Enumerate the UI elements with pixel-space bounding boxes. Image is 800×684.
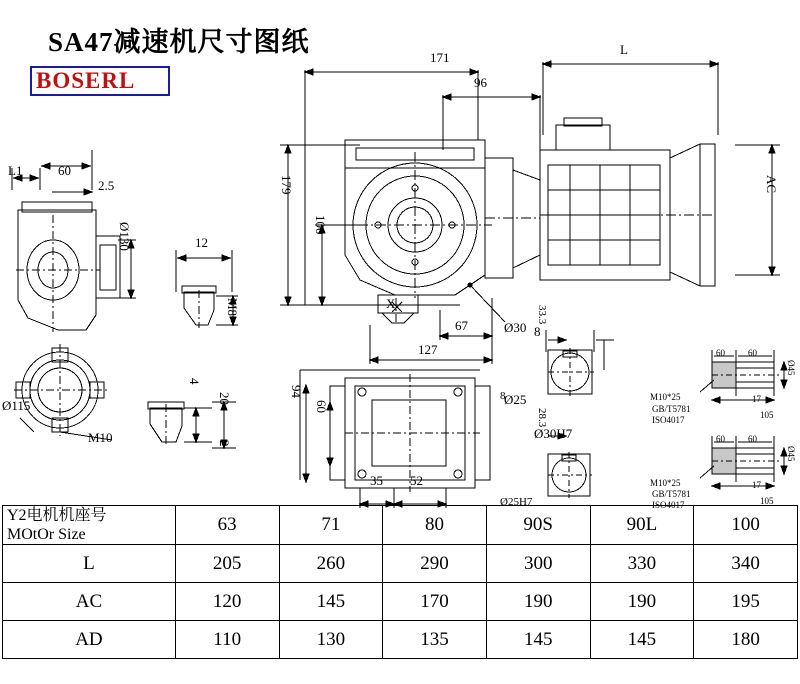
- key-top-dim-17: 17: [752, 394, 761, 404]
- motor-size-3: 90S: [486, 506, 590, 545]
- cell-AC-3: 190: [486, 583, 590, 621]
- dim-94: 94: [289, 385, 304, 398]
- dim-4: 4: [187, 378, 202, 385]
- dim-12: 12: [195, 235, 208, 250]
- row-label-L: L: [3, 545, 176, 583]
- logo-text: BOSERL: [36, 68, 136, 93]
- key-top-dim-dia45: Ø45: [786, 360, 796, 376]
- cell-AC-2: 170: [383, 583, 487, 621]
- key-top-spec-m10: M10*25: [650, 392, 681, 402]
- key-top-spec-gb: GB/T5781: [652, 404, 691, 414]
- technical-drawing: [0, 40, 800, 510]
- cell-L-5: 340: [694, 545, 798, 583]
- dim-60-plan: 60: [314, 400, 329, 413]
- dim-dia25-h7: Ø25H7: [500, 496, 533, 508]
- table-row: [3, 545, 798, 583]
- dim-20: 20: [217, 392, 232, 405]
- dim-dia130: Ø130: [117, 222, 132, 251]
- motor-size-5: 100: [694, 506, 798, 545]
- cell-AC-5: 195: [694, 583, 798, 621]
- dim-2p5: 2.5: [98, 178, 115, 193]
- key-bot-spec-gb: GB/T5781: [652, 489, 691, 499]
- key-bot-dim-60b: 60: [748, 434, 757, 444]
- dim-35: 35: [370, 473, 383, 488]
- dim-2: 2: [217, 440, 232, 447]
- key-top-dim-105: 105: [760, 410, 774, 420]
- key-bot-spec-m10: M10*25: [650, 478, 681, 488]
- dim-100: 100: [313, 215, 328, 235]
- dim-AC: AC: [764, 175, 779, 194]
- dim-127: 127: [418, 342, 438, 357]
- table-row: [3, 621, 798, 659]
- dim-8-upper: 8: [534, 324, 541, 339]
- dim-dia25: Ø25: [504, 392, 527, 407]
- cell-AD-3: 145: [486, 621, 590, 659]
- cell-AD-4: 145: [590, 621, 694, 659]
- row-label-AC: AC: [3, 583, 176, 621]
- cell-L-3: 300: [486, 545, 590, 583]
- table-header-label: [3, 506, 176, 545]
- motor-size-1: 71: [279, 506, 383, 545]
- dim-M8: M8: [225, 298, 240, 317]
- cell-AD-5: 180: [694, 621, 798, 659]
- dim-dia115: Ø115: [2, 398, 31, 413]
- cell-AD-2: 135: [383, 621, 487, 659]
- dim-179: 179: [279, 175, 294, 195]
- key-top-dim-60a: 60: [716, 348, 725, 358]
- key-top-dim-60b: 60: [748, 348, 757, 358]
- motor-size-0: 63: [175, 506, 279, 545]
- spec-table: [2, 505, 798, 659]
- table-row-header: [3, 506, 798, 545]
- cell-AC-1: 145: [279, 583, 383, 621]
- key-bot-dim-17: 17: [752, 480, 761, 490]
- dim-L: L: [620, 42, 628, 57]
- page-title: SA47减速机尺寸图纸: [48, 27, 310, 57]
- cell-L-1: 260: [279, 545, 383, 583]
- key-bot-dim-dia45: Ø45: [786, 446, 796, 462]
- cell-L-0: 205: [175, 545, 279, 583]
- dim-96: 96: [474, 75, 487, 90]
- table-row: [3, 583, 798, 621]
- key-bot-dim-60a: 60: [716, 434, 725, 444]
- key-bot-dim-105: 105: [760, 496, 774, 506]
- motor-size-4: 90L: [590, 506, 694, 545]
- dim-dia30-h7: 8: [500, 390, 506, 402]
- dim-28p3: 28.3: [536, 408, 548, 428]
- table-header-label-cn: Y2电机机座号: [7, 507, 107, 524]
- dim-52: 52: [410, 473, 423, 488]
- table-header-label-en: MOtOr Size: [7, 526, 86, 543]
- cell-AC-0: 120: [175, 583, 279, 621]
- dim-8-lower: Ø30H7: [534, 426, 573, 441]
- dim-M10-left: M10: [88, 430, 113, 445]
- cell-L-2: 290: [383, 545, 487, 583]
- cell-AD-0: 110: [175, 621, 279, 659]
- dim-171: 171: [430, 50, 450, 65]
- dim-L1: L1: [8, 163, 23, 178]
- dim-33p3: 33.3: [536, 305, 548, 325]
- row-label-AD: AD: [3, 621, 176, 659]
- cell-AD-1: 130: [279, 621, 383, 659]
- key-top-spec-iso: ISO4017: [652, 415, 685, 425]
- dim-67: 67: [455, 318, 468, 333]
- dim-dia30-main: Ø30: [504, 320, 527, 335]
- cell-AC-4: 190: [590, 583, 694, 621]
- motor-size-2: 80: [383, 506, 487, 545]
- key-bot-spec-iso: ISO4017: [652, 500, 685, 510]
- dim-X: X: [386, 296, 396, 311]
- dim-60-left: 60: [58, 163, 71, 178]
- cell-L-4: 330: [590, 545, 694, 583]
